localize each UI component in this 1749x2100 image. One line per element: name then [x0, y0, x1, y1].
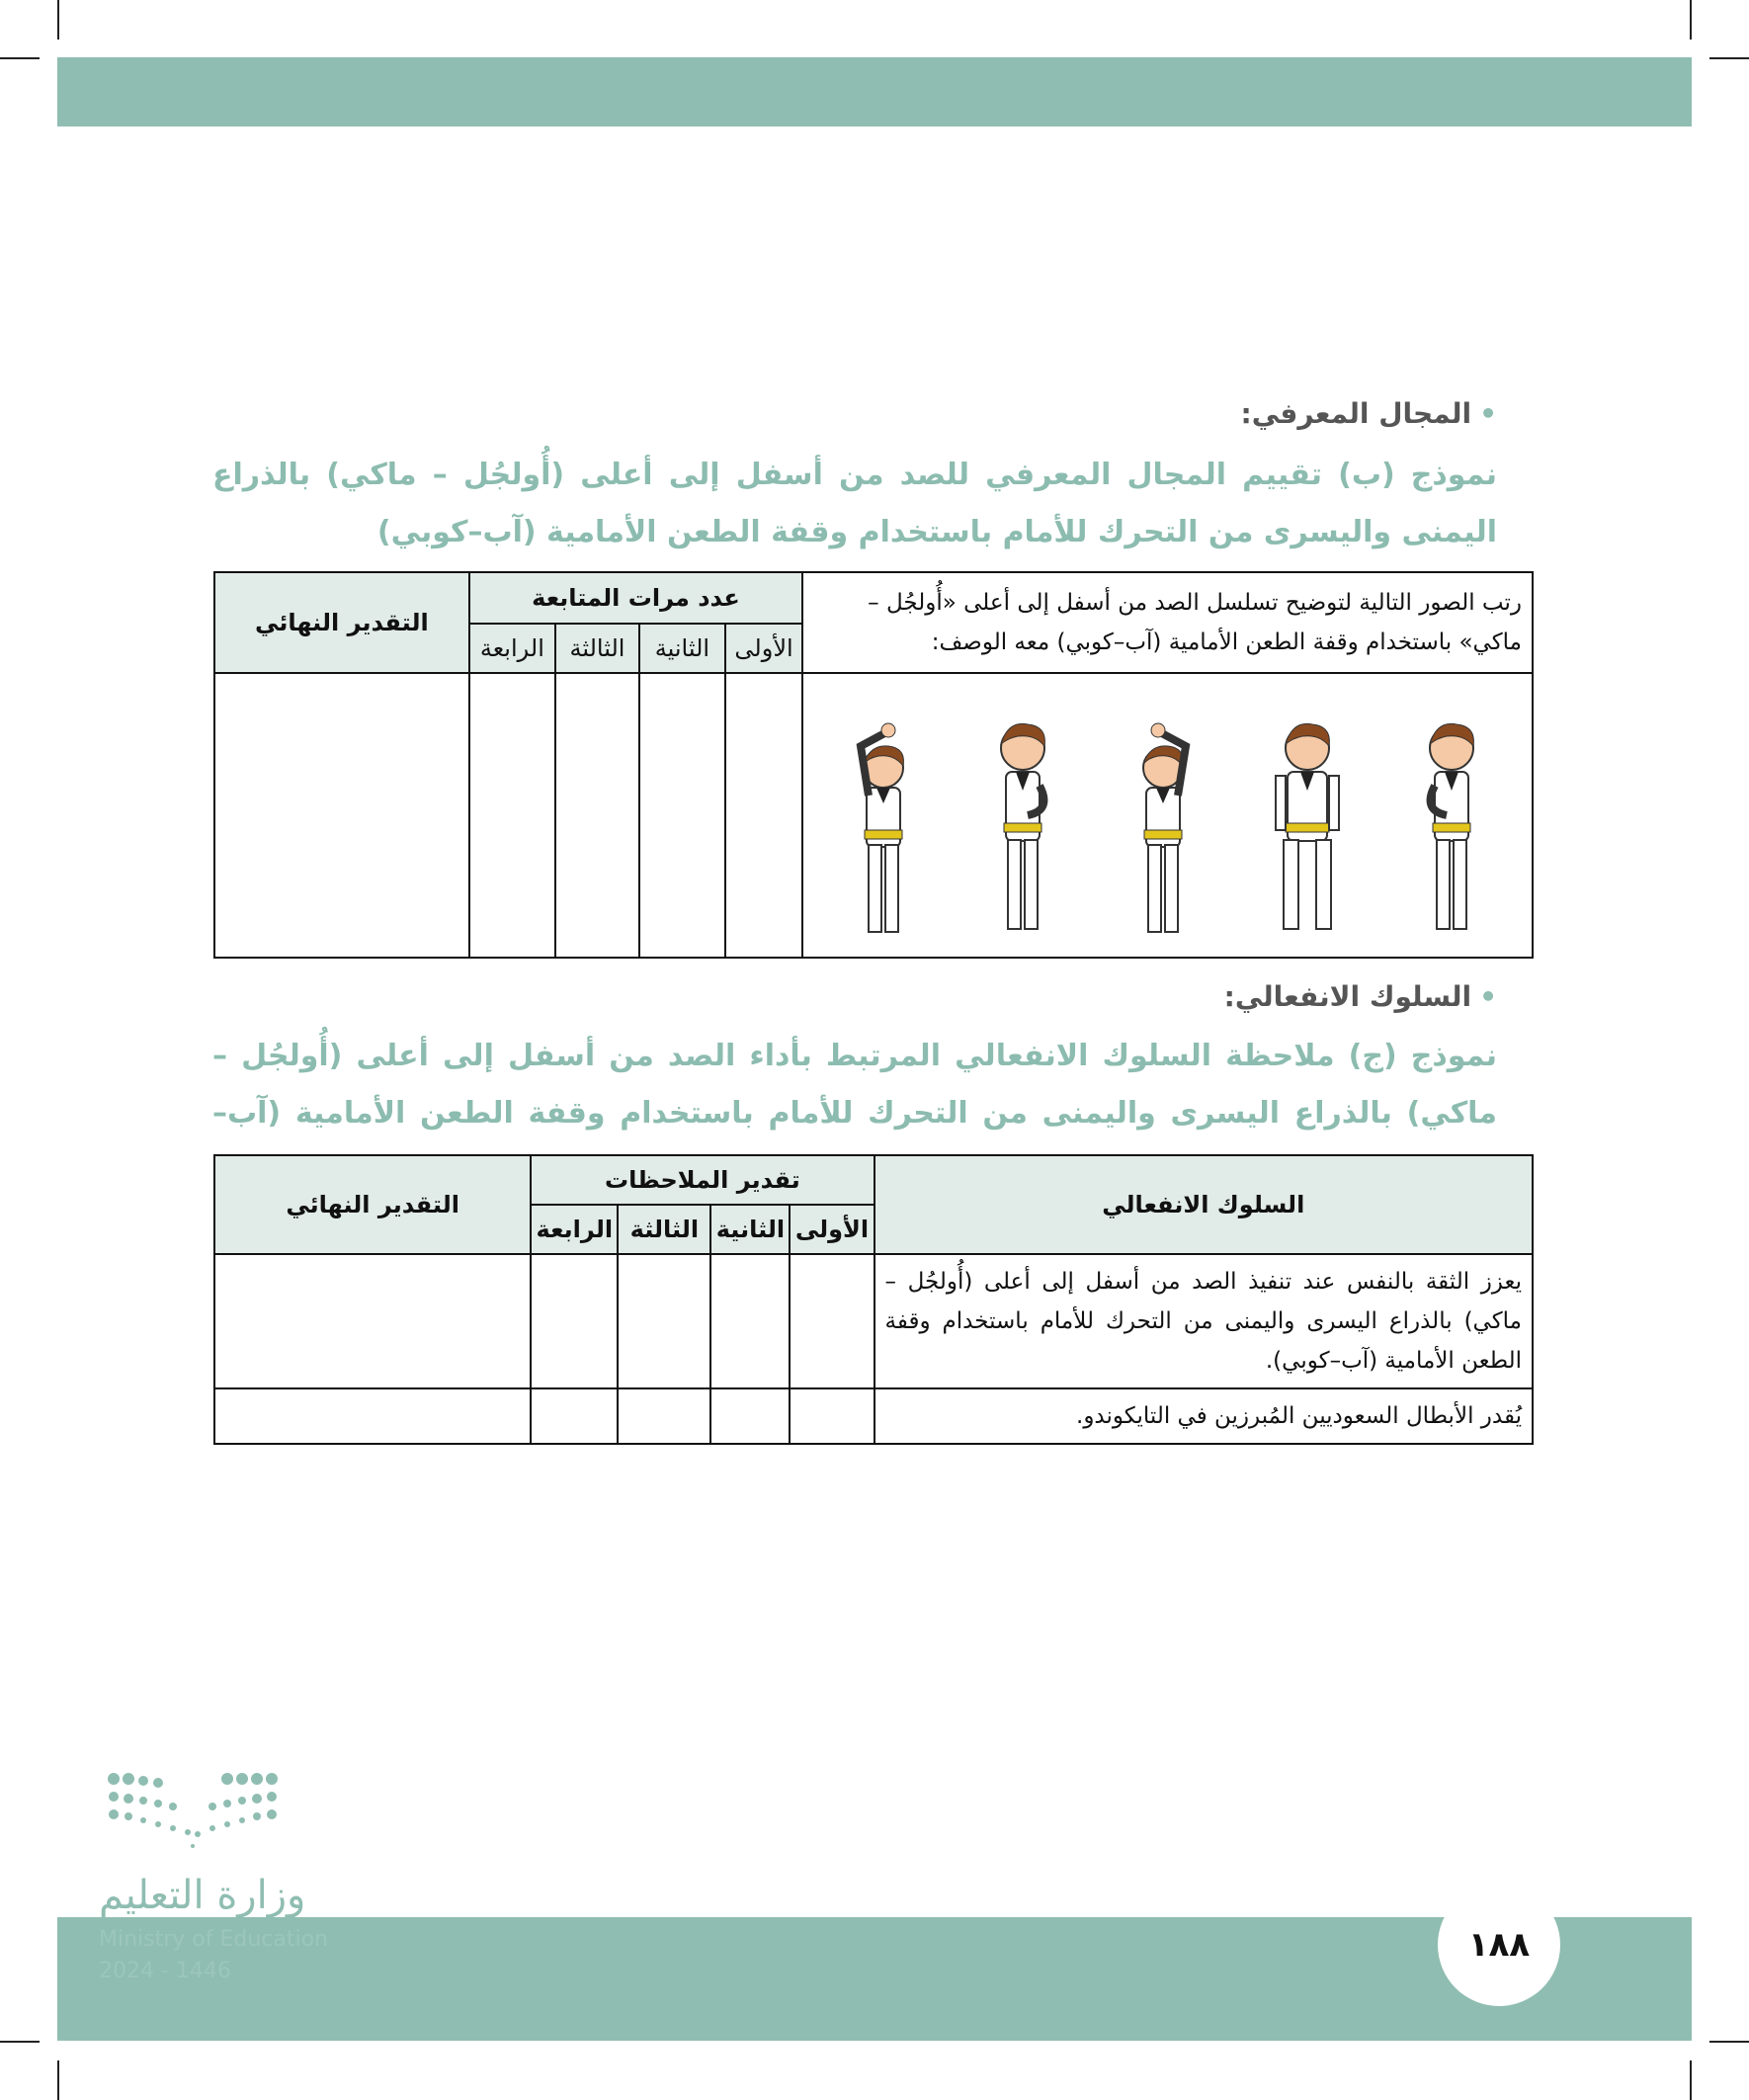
- logo-dots-icon: [94, 1769, 341, 1863]
- final-grade-cell: [214, 1254, 531, 1388]
- crop-mark: [1690, 2060, 1692, 2100]
- observation-cell: [710, 1388, 790, 1444]
- observation-cell: [531, 1254, 618, 1388]
- observation-cell: [618, 1254, 710, 1388]
- table-row: [214, 1254, 1533, 1388]
- cognitive-heading: •المجال المعرفي:: [1240, 397, 1497, 430]
- taekwondo-kid-image: [849, 716, 918, 944]
- followup-count-header: عدد مرات المتابعة: [469, 572, 802, 624]
- col-first: الأولى: [790, 1205, 874, 1254]
- observation-cell: [531, 1388, 618, 1444]
- observation-cell: [790, 1254, 874, 1388]
- behavior-cell: يُقدر الأبطال السعوديين المُبرزين في التايكوندو.: [874, 1388, 1533, 1444]
- taekwondo-kid-image: [1128, 716, 1198, 944]
- affective-assessment-table: [213, 1154, 1534, 1445]
- cognitive-model-title: نموذج (ب) تقييم المجال المعرفي للصد من أسفل إلى أعلى (أُولجُل – ماكي) بالذراع اليمنى واليسرى من التحرك للأمام باستخدام وقفة الطعن الأمامية (آب–كوبي): [212, 458, 1497, 549]
- taekwondo-kid-image: [988, 716, 1057, 944]
- crop-mark: [57, 2060, 59, 2100]
- kid-images-row: [803, 677, 1532, 954]
- page-number: ١٨٨: [1438, 1884, 1560, 2006]
- logo-arabic-text: وزارة التعليم: [99, 1873, 306, 1918]
- col-fourth: الرابعة: [469, 624, 555, 673]
- affective-heading: •السلوك الانفعالي:: [1223, 980, 1497, 1013]
- crop-mark: [57, 0, 59, 40]
- cognitive-assessment-table: [213, 571, 1534, 959]
- final-grade-header: التقدير النهائي: [214, 572, 469, 673]
- crop-mark: [0, 57, 40, 59]
- followup-cell: [555, 673, 639, 958]
- followup-cell: [725, 673, 802, 958]
- final-grade-cell: [214, 1388, 531, 1444]
- table-row: [214, 1388, 1533, 1444]
- crop-mark: [1690, 0, 1692, 40]
- observation-cell: [618, 1388, 710, 1444]
- images-cell: [802, 673, 1533, 958]
- taekwondo-kid-image: [1417, 716, 1486, 944]
- logo-english-text: Ministry of Education: [99, 1927, 329, 1952]
- final-grade-cell: [214, 673, 469, 958]
- logo-year-text: 2024 - 1446: [99, 1959, 231, 1983]
- col-second: الثانية: [710, 1205, 790, 1254]
- crop-mark: [1709, 2041, 1749, 2043]
- ministry-logo: [94, 1769, 469, 1996]
- col-fourth: الرابعة: [531, 1205, 618, 1254]
- observations-header: تقدير الملاحظات: [531, 1155, 874, 1205]
- col-third: الثالثة: [618, 1205, 710, 1254]
- observation-cell: [790, 1388, 874, 1444]
- crop-mark: [0, 2041, 40, 2043]
- crop-mark: [1709, 57, 1749, 59]
- taekwondo-kid-image: [1268, 716, 1347, 944]
- header-band: [57, 57, 1692, 126]
- instruction-cell: رتب الصور التالية لتوضيح تسلسل الصد من أسفل إلى أعلى «أُولجُل – ماكي» باستخدام وقفة الطعن الأمامية (آب–كوبي) معه الوصف:: [802, 572, 1533, 673]
- observation-cell: [710, 1254, 790, 1388]
- behavior-cell: يعزز الثقة بالنفس عند تنفيذ الصد من أسفل إلى أعلى (أُولجُل – ماكي) بالذراع اليسرى واليمنى من التحرك للأمام باستخدام وقفة الطعن الأمامية (آب–كوبي).: [874, 1254, 1533, 1388]
- affective-model-title: نموذج (ج) ملاحظة السلوك الانفعالي المرتبط بأداء الصد من أسفل إلى أعلى (أُولجُل – ماكي) بالذراع اليسرى واليمنى من التحرك للأمام باستخدام وقفة الطعن الأمامية (آب–كوبي): [212, 1039, 1497, 1188]
- behavior-header: السلوك الانفعالي: [874, 1155, 1533, 1254]
- followup-cell: [639, 673, 725, 958]
- col-second: الثانية: [639, 624, 725, 673]
- final-grade-header: التقدير النهائي: [214, 1155, 531, 1254]
- col-first: الأولى: [725, 624, 802, 673]
- followup-cell: [469, 673, 555, 958]
- col-third: الثالثة: [555, 624, 639, 673]
